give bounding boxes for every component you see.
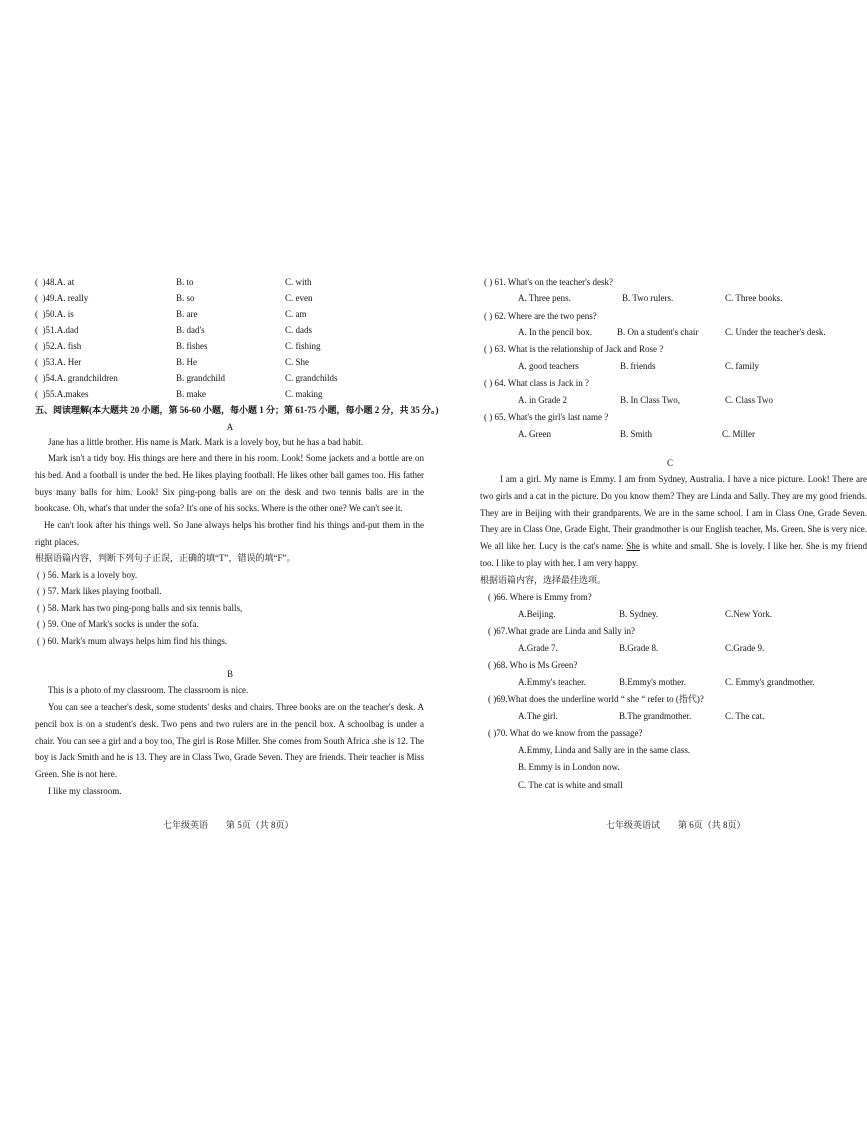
mc-option-b: B. In Class Two, <box>620 395 680 405</box>
mc-option-a: A.Emmy's teacher. <box>518 677 586 687</box>
mc-option-b: B.Emmy's mother. <box>619 677 686 687</box>
mc-option-c: C. family <box>725 361 759 371</box>
mc-option-b: B. On a student's chair <box>617 327 699 337</box>
cloze-option-c: C. dads <box>285 325 312 335</box>
mc-option-c: C. Miller <box>722 429 755 439</box>
cloze-row: ( )49.A. really <box>35 293 89 303</box>
cloze-row: ( )52.A. fish <box>35 341 82 351</box>
mc-option-b: B. Emmy is in London now. <box>518 762 620 772</box>
passage-b-paragraph: I like my classroom. <box>48 786 122 796</box>
mc-option-c: C. The cat is white and small <box>518 780 623 790</box>
mc-option-b: B. Sydney. <box>619 609 659 619</box>
cloze-row: ( )51.A.dad <box>35 325 79 335</box>
mc-option-b: B.The grandmother. <box>619 711 692 721</box>
passage-b-title: B <box>226 669 233 679</box>
mc-option-c: C. Class Two <box>725 395 773 405</box>
tf-question: ( ) 59. One of Mark's socks is under the sofa. <box>37 619 199 629</box>
passage-c-title: C <box>666 458 673 468</box>
cloze-row: ( )53.A. Her <box>35 357 82 367</box>
section-heading: 五、阅读理解(本大题共 20 小题，第 56-60 小题，每小题 1 分；第 61-75 小题，每小题 2 分，共 35 分。) <box>35 405 439 415</box>
mc-option-b: B. Smith <box>620 429 653 439</box>
cloze-option-c: C. making <box>285 389 323 399</box>
cloze-option-c: C. grandchilds <box>285 373 338 383</box>
cloze-option-c: C. even <box>285 293 313 303</box>
passage-c-paragraph: I am a girl. My name is Emmy. I am from Sydney, Australia. I have a nice picture. Look! There are two girls and a cat in the picture. Do you know them? They are Linda and Sally. They are my good friends. They are in Beijing with their grandparents. We are in the same school. I am in Class One, Grade Seven. They are in Class One, Grade Eight. Their grandmother is our English teacher, Ms. Green. She is very nice. We all like her. Lucy is the cat's name. She is white and small. She is lovely. I like her. She is my friend too. I like to play with her. I am very happy. <box>480 474 867 568</box>
mc-option-c: C. Three books. <box>725 293 783 303</box>
tf-question: ( ) 57. Mark likes playing football. <box>37 586 162 596</box>
mc-option-a: A. Green <box>518 429 551 439</box>
underlined-word: She <box>626 541 640 552</box>
cloze-row: ( )50.A. is <box>35 309 74 319</box>
cloze-option-c: C. She <box>285 357 310 367</box>
mc-option-c: C. The cat. <box>725 711 765 721</box>
mc-question: ( )68. Who is Ms Green? <box>488 660 578 670</box>
mc-question: ( ) 63. What is the relationship of Jack and Rose ? <box>484 344 664 354</box>
mc-option-a: A. good teachers <box>518 361 579 371</box>
mc-option-a: A. Three pens. <box>518 293 571 303</box>
mc-question: ( ) 64. What class is Jack in ? <box>484 378 590 388</box>
mc-option-b: B.Grade 8. <box>619 643 659 653</box>
mc-option-c: C.Grade 9. <box>725 643 765 653</box>
passage-b-paragraph: You can see a teacher's desk, some students' desks and chairs. Three books are on the teacher's desk. A pencil box is on a student's desk. Two pens and two rulers are in the pencil box. A schoolbag is under a chair. You can see a girl and a boy too, The girl is Rose Miller. She comes from South Africa .she is 12. The boy is Jack Smith and he is 13. They are in Class Two, Grade Seven. They are friends. Their teacher is Miss Green. She is not here. <box>35 702 424 780</box>
cloze-option-b: B. so <box>176 293 195 303</box>
cloze-option-b: B. to <box>176 277 194 287</box>
cloze-option-b: B. grandchild <box>176 373 225 383</box>
mc-instruction: 根据语篇内容，选择最佳选项。 <box>480 575 607 585</box>
mc-question: ( )69.What does the underline world “ she “ refer to (指代)? <box>488 694 704 704</box>
passage-b-paragraph: This is a photo of my classroom. The classroom is nice. <box>48 685 249 695</box>
page-footer: 七年级英语 第 5页（共 8页） <box>163 820 294 830</box>
mc-option-c: C.New York. <box>725 609 773 619</box>
page-footer: 七年级英语试 第 6页（共 8页） <box>606 820 746 830</box>
tf-question: ( ) 56. Mark is a lovely boy. <box>37 570 138 580</box>
cloze-option-b: B. are <box>176 309 198 319</box>
mc-option-b: B. Two rulers. <box>622 293 674 303</box>
mc-option-b: B. friends <box>620 361 656 371</box>
cloze-option-c: C. with <box>285 277 312 287</box>
passage-a-title: A <box>226 422 234 432</box>
mc-question: ( ) 65. What's the girl's last name ? <box>484 412 609 422</box>
cloze-option-b: B. He <box>176 357 197 367</box>
cloze-option-b: B. dad's <box>176 325 205 335</box>
cloze-row: ( )55.A.makes <box>35 389 89 399</box>
mc-option-c: C. Under the teacher's desk. <box>725 327 826 337</box>
passage-a-paragraph: Jane has a little brother. His name is Mark. Mark is a lovely boy, but he has a bad habit. <box>48 437 364 447</box>
tf-question: ( ) 60. Mark's mum always helps him find his things. <box>37 636 228 646</box>
mc-question: ( )66. Where is Emmy from? <box>488 592 592 602</box>
mc-option-a: A. in Grade 2 <box>518 395 567 405</box>
cloze-option-b: B. make <box>176 389 206 399</box>
passage-a-paragraph: Mark isn't a tidy boy. His things are here and there in his room. Look! Some jackets and a bottle are on his bed. And a football is under the bed. He likes playing football. He likes other ball games too. His father buys many balls for him. Look! Six ping-pong balls are on the desk and two tennis balls are in the bookcase. Oh, what's that under the sofa? It's one of his socks. Where is the other one? We can't see it. <box>35 453 424 514</box>
mc-question: ( )67.What grade are Linda and Sally in? <box>488 626 635 636</box>
mc-option-a: A.Beijing. <box>518 609 556 619</box>
tf-instruction: 根据语篇内容，判断下列句子正误，正确的填“T”，错误的填“F”。 <box>35 553 296 563</box>
cloze-row: ( )54.A. grandchildren <box>35 373 118 383</box>
mc-option-a: A.Grade 7. <box>518 643 558 653</box>
mc-question: ( ) 62. Where are the two pens? <box>484 311 597 321</box>
cloze-row: ( )48.A. at <box>35 277 75 287</box>
mc-option-a: A. In the pencil box. <box>518 327 592 337</box>
tf-question: ( ) 58. Mark has two ping-pong balls and six tennis balls, <box>37 603 243 613</box>
mc-question: ( ) 61. What's on the teacher's desk? <box>484 277 614 287</box>
mc-option-a: A.Emmy, Linda and Sally are in the same class. <box>518 745 691 755</box>
cloze-option-c: C. fishing <box>285 341 321 351</box>
cloze-option-c: C. am <box>285 309 307 319</box>
mc-option-c: C. Emmy's grandmother. <box>725 677 815 687</box>
cloze-option-b: B. fishes <box>176 341 208 351</box>
passage-a-paragraph: He can't look after his things well. So Jane always helps his brother find his things and-put them in the right places. <box>35 520 424 547</box>
mc-question: ( )70. What do we know from the passage? <box>488 728 643 738</box>
mc-option-a: A.The girl. <box>518 711 558 721</box>
